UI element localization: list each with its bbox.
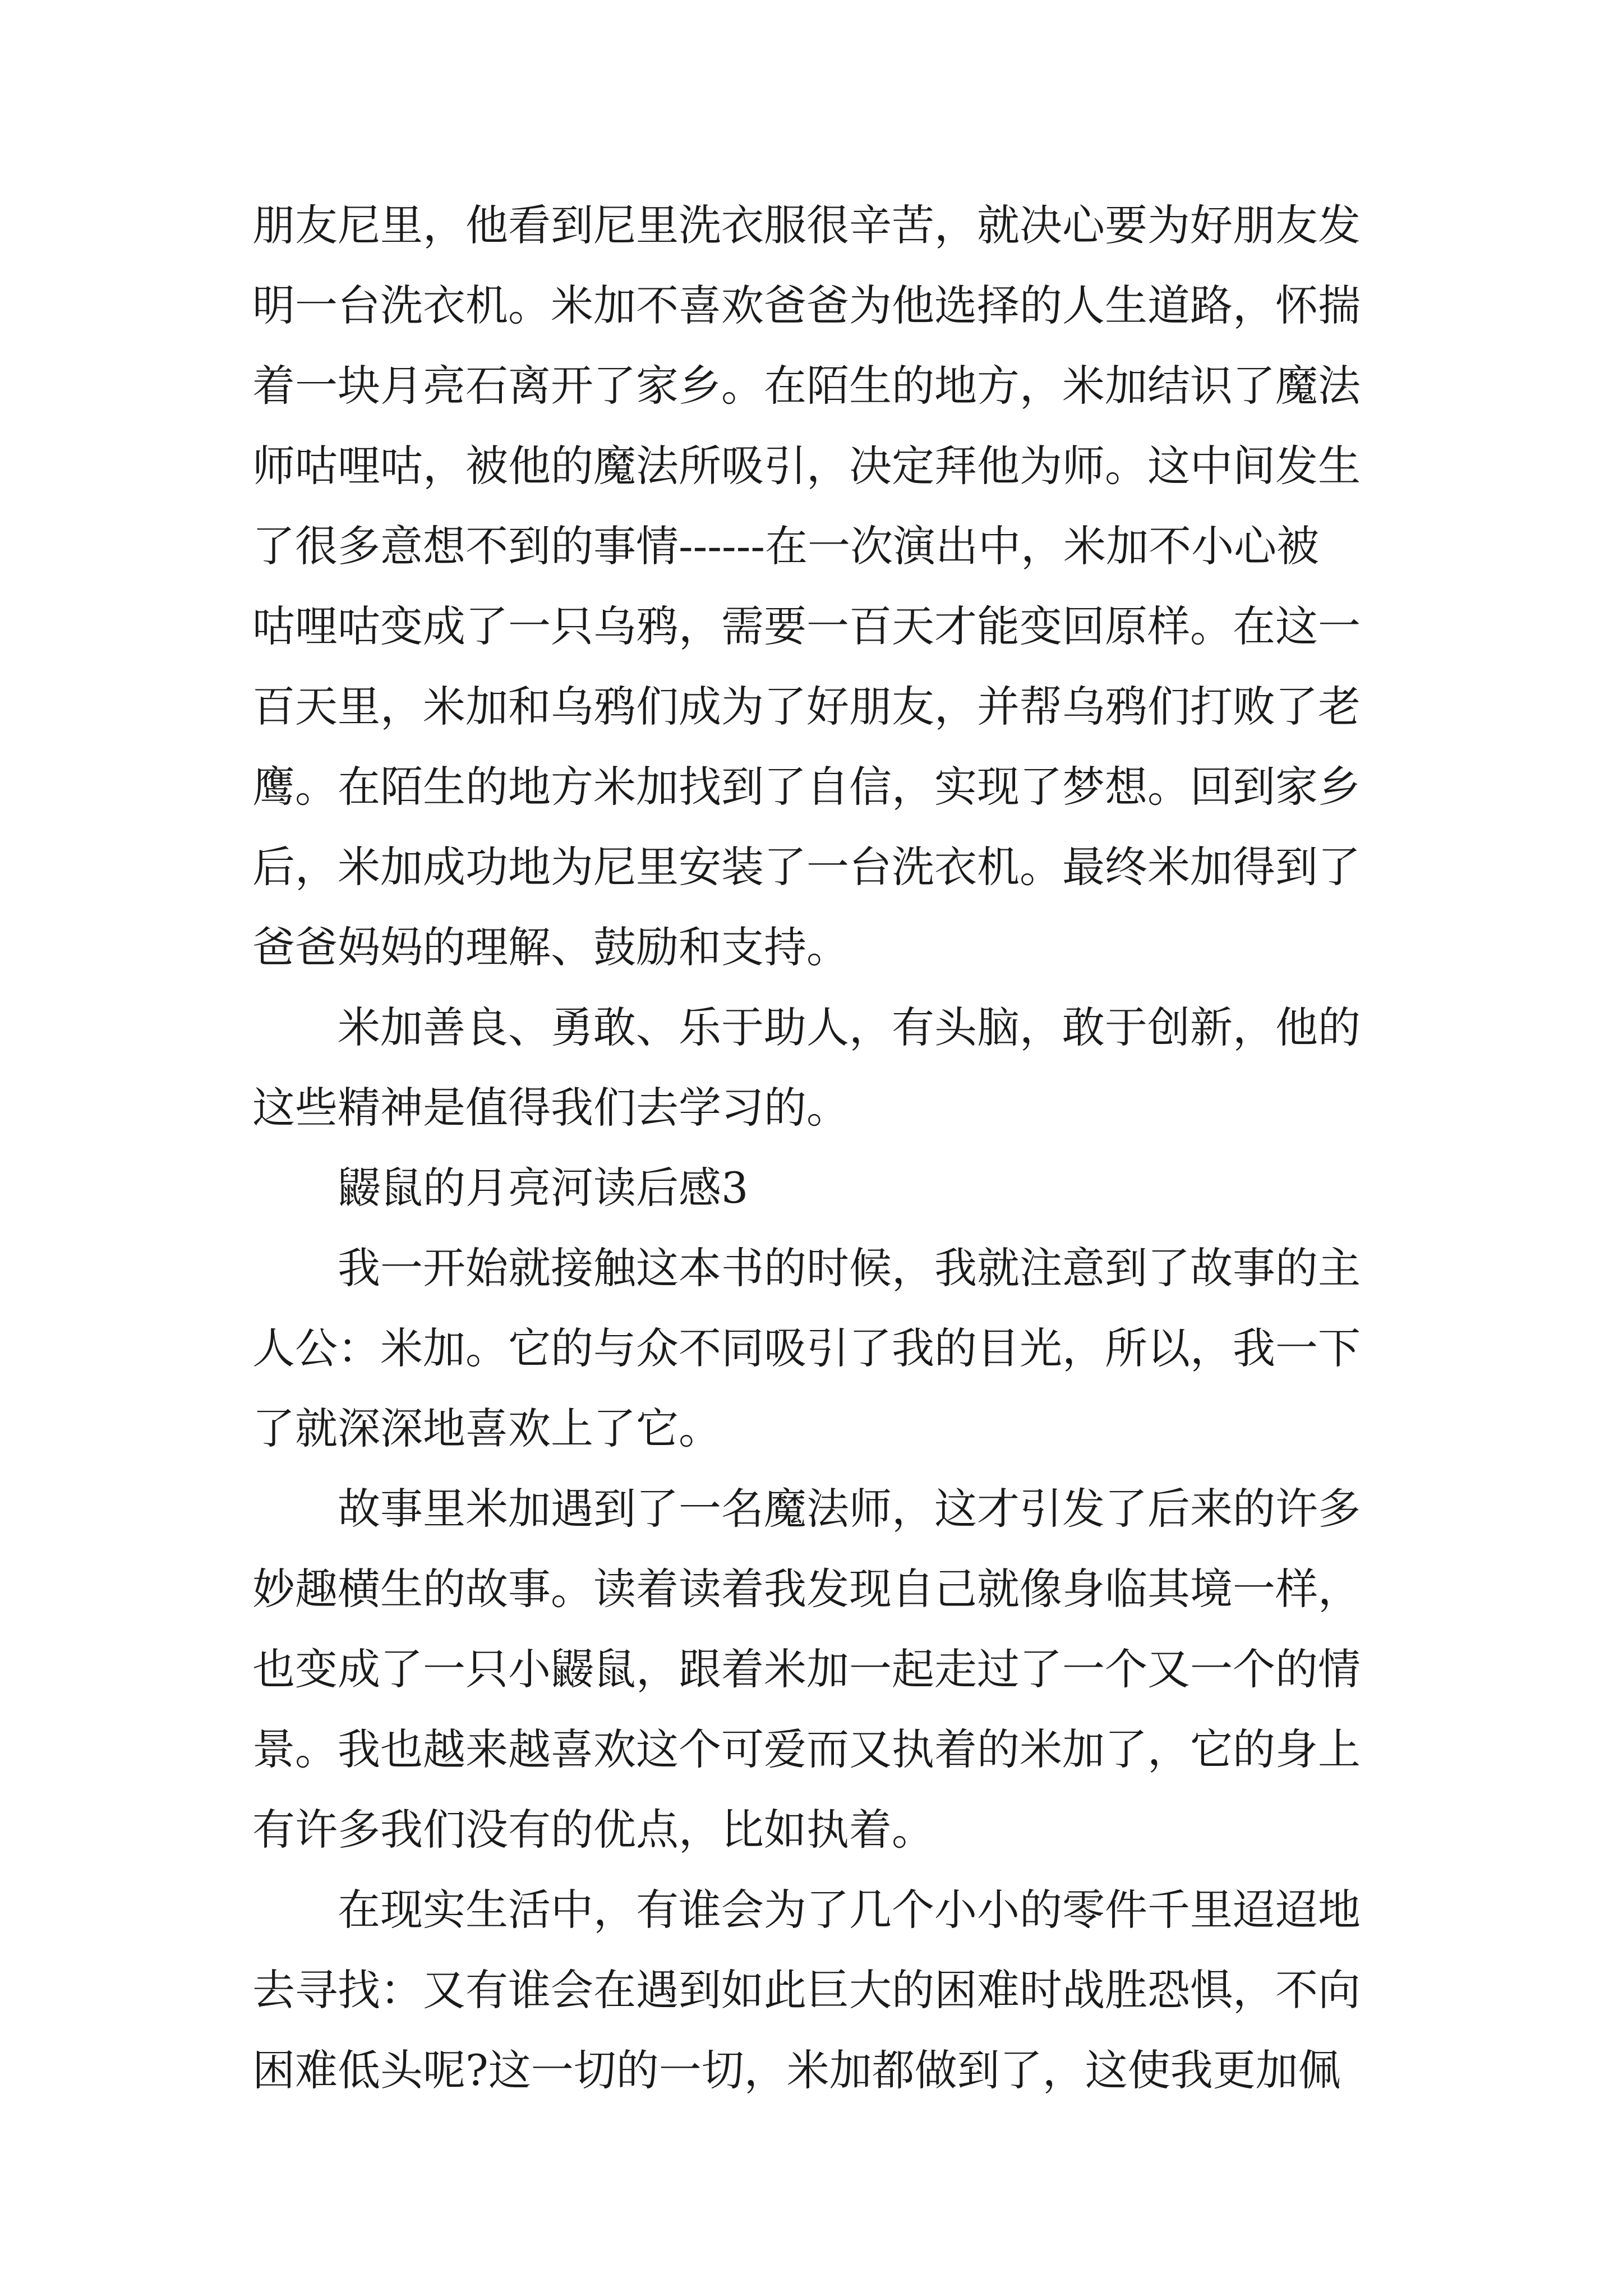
text-line: 朋友尼里，他看到尼里洗衣服很辛苦，就决心要为好朋友发 [252,200,1361,250]
text-line: 了很多意想不到的事情------在一次演出中，米加不小心被 [252,521,1320,571]
text-line: 妙趣横生的故事。读着读着我发现自己就像身临其境一样， [252,1564,1361,1614]
text-line: 师咕哩咕，被他的魔法所吸引，决定拜他为师。这中间发生 [252,441,1361,491]
paragraph-start-line: 故事里米加遇到了一名魔法师，这才引发了后来的许多 [338,1484,1361,1534]
text-line: 咕哩咕变成了一只乌鸦，需要一百天才能变回原样。在这一 [252,601,1361,651]
text-line: 人公：米加。它的与众不同吸引了我的目光，所以，我一下 [252,1323,1361,1373]
text-line: 着一块月亮石离开了家乡。在陌生的地方，米加结识了魔法 [252,361,1361,411]
text-line: 鹰。在陌生的地方米加找到了自信，实现了梦想。回到家乡 [252,762,1361,812]
section-heading: 鼹鼠的月亮河读后感3 [338,1163,749,1213]
paragraph-start-line: 在现实生活中，有谁会为了几个小小的零件千里迢迢地 [338,1885,1361,1935]
text-line: 去寻找：又有谁会在遇到如此巨大的困难时战胜恐惧，不向 [252,1965,1361,2015]
text-line: 有许多我们没有的优点，比如执着。 [252,1805,934,1855]
text-line: 困难低头呢?这一切的一切，米加都做到了，这使我更加佩 [252,2045,1341,2095]
text-line: 这些精神是值得我们去学习的。 [252,1083,849,1133]
text-line: 了就深深地喜欢上了它。 [252,1404,721,1453]
paragraph-start-line: 我一开始就接触这本书的时候，我就注意到了故事的主 [338,1243,1361,1293]
text-line: 百天里，米加和乌鸦们成为了好朋友，并帮乌鸦们打败了老 [252,682,1361,731]
text-line: 景。我也越来越喜欢这个可爱而又执着的米加了，它的身上 [252,1724,1361,1774]
text-line: 明一台洗衣机。米加不喜欢爸爸为他选择的人生道路，怀揣 [252,280,1361,330]
text-line: 后，米加成功地为尼里安装了一台洗衣机。最终米加得到了 [252,842,1361,892]
document-body [252,185,1385,2110]
text-line: 爸爸妈妈的理解、鼓励和支持。 [252,922,849,972]
text-line: 也变成了一只小鼹鼠，跟着米加一起走过了一个又一个的情 [252,1644,1361,1694]
paragraph-start-line: 米加善良、勇敢、乐于助人，有头脑，敢于创新，他的 [338,1002,1361,1052]
